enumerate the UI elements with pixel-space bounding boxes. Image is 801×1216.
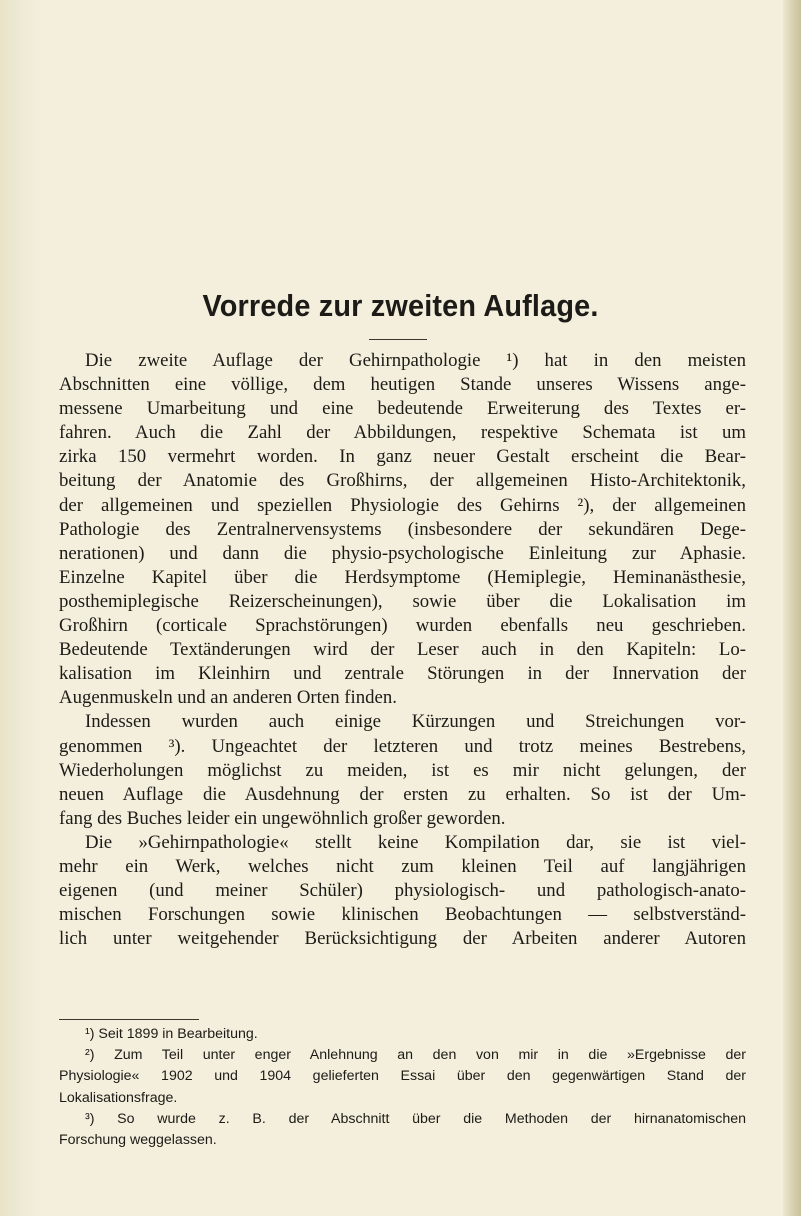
text-line: Die »Gehirnpathologie« stellt keine Kompilation dar, sie ist viel- (85, 831, 746, 853)
footnote-line: Forschung weggelassen. (59, 1131, 217, 1148)
text-line: Einzelne Kapitel über die Herdsymptome (Hemiplegie, Heminanästhesie, (59, 566, 746, 588)
footnote-rule (59, 1019, 199, 1020)
text-line: mehr ein Werk, welches nicht zum kleinen Teil auf langjährigen (59, 855, 746, 877)
page-edge-right (783, 0, 801, 1216)
text-line: mischen Forschungen sowie klinischen Beobachtungen — selbstverständ- (59, 904, 746, 926)
footnote-line: ²) Zum Teil unter enger Anlehnung an den von mir in die »Ergebnisse der (85, 1047, 746, 1064)
page-heading: Vorrede zur zweiten Auflage. (202, 288, 599, 323)
text-line: Bedeutende Textänderungen wird der Leser auch in den Kapiteln: Lo- (59, 639, 746, 661)
text-line: Augenmuskeln und an anderen Orten finden. (59, 687, 397, 709)
text-line: der allgemeinen und speziellen Physiologie des Gehirns ²), der allgemeinen (59, 494, 746, 516)
footnote-line: ³) So wurde z. B. der Abschnitt über die Methoden der hirnanatomischen (85, 1110, 746, 1127)
text-line: kalisation im Kleinhirn und zentrale Störungen in der Innervation der (59, 663, 746, 685)
body-text (59, 349, 746, 951)
text-line: Abschnitten eine völlige, dem heutigen Stande unseres Wissens ange- (59, 374, 746, 396)
text-line: posthemiplegische Reizerscheinungen), sowie über die Lokalisation im (59, 590, 746, 612)
text-line: Die zweite Auflage der Gehirnpathologie ¹) hat in den meisten (85, 350, 746, 371)
text-line: beitung der Anatomie des Großhirns, der allgemeinen Histo-Architektonik, (59, 470, 746, 492)
text-line: eigenen (und meiner Schüler) physiologisch- und pathologisch-anato- (59, 880, 746, 902)
text-line: fahren. Auch die Zahl der Abbildungen, respektive Schemata ist um (59, 422, 746, 444)
text-line: zirka 150 vermehrt worden. In ganz neuer Gestalt erscheint die Bear- (59, 446, 746, 468)
text-line: Pathologie des Zentralnervensystems (insbesondere der sekundären Dege- (59, 518, 746, 540)
page-shadow-left (0, 0, 40, 1216)
text-line: Wiederholungen möglichst zu meiden, ist es mir nicht gelungen, der (59, 759, 746, 781)
text-line: fang des Buches leider ein ungewöhnlich großer geworden. (59, 807, 506, 829)
text-line: genommen ³). Ungeachtet der letzteren und trotz meines Bestrebens, (59, 735, 746, 757)
text-line: messene Umarbeitung und eine bedeutende Erweiterung des Textes er- (59, 398, 746, 420)
footnote-line: Lokalisationsfrage. (59, 1089, 178, 1106)
footnote-line: ¹) Seit 1899 in Bearbeitung. (85, 1026, 258, 1042)
heading-rule (369, 339, 427, 340)
footnotes (59, 1024, 746, 1151)
text-line: neuen Auflage die Ausdehnung der ersten zu erhalten. So ist der Um- (59, 783, 746, 805)
text-line: nerationen) und dann die physio-psychologische Einleitung zur Aphasie. (59, 542, 746, 564)
text-line: Indessen wurden auch einige Kürzungen und Streichungen vor- (85, 711, 746, 733)
text-line: lich unter weitgehender Berücksichtigung der Arbeiten anderer Autoren (59, 928, 746, 950)
footnote-line: Physiologie« 1902 und 1904 gelieferten Essai über den gegenwärtigen Stand der (59, 1068, 746, 1085)
text-line: Großhirn (corticale Sprachstörungen) wurden ebenfalls neu geschrieben. (59, 615, 746, 637)
